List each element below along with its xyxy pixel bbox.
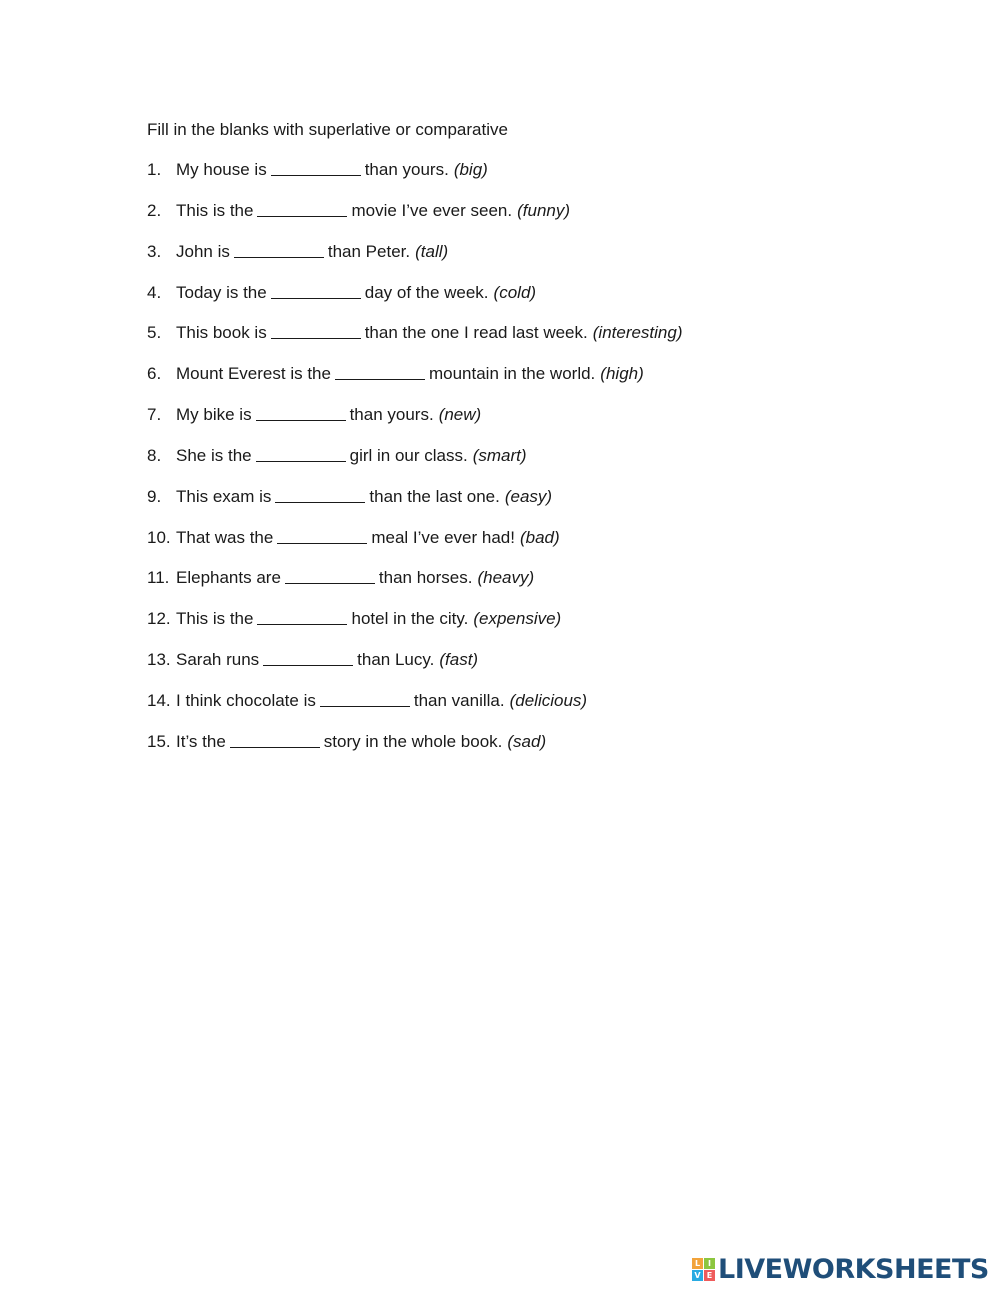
answer-blank[interactable] [320, 690, 410, 707]
answer-blank[interactable] [256, 445, 346, 462]
item-number: 14. [147, 690, 171, 710]
item-text-after: than horses. [378, 568, 473, 588]
item-number: 6. [147, 364, 162, 384]
item-text-after: movie I’ve ever seen. [351, 200, 513, 220]
answer-blank[interactable] [271, 282, 361, 299]
answer-blank[interactable] [230, 731, 320, 748]
item-text-before: This exam is [176, 486, 272, 506]
liveworksheets-logo [692, 1253, 989, 1285]
item-number: 13. [147, 650, 171, 670]
item-hint: (new) [438, 405, 482, 425]
item-number: 11. [147, 568, 170, 588]
item-text-after: hotel in the city. [351, 609, 469, 629]
answer-blank[interactable] [285, 567, 375, 584]
item-number: 10. [147, 527, 171, 547]
item-text-after: than the last one. [369, 486, 500, 506]
item-text-after: than Lucy. [357, 650, 435, 670]
answer-blank[interactable] [271, 322, 361, 339]
item-hint: (bad) [519, 527, 560, 547]
item-hint: (cold) [493, 282, 537, 302]
item-number: 9. [147, 486, 162, 506]
answer-blank[interactable] [271, 159, 361, 176]
logo-tile: I [704, 1258, 715, 1269]
item-number: 12. [147, 609, 171, 629]
logo-tile: V [692, 1270, 703, 1281]
logo-tile: E [704, 1270, 715, 1281]
answer-blank[interactable] [234, 241, 324, 258]
answer-blank[interactable] [256, 404, 346, 421]
logo-text: LIVEWORKSHEETS [718, 1253, 989, 1285]
exercise-item [147, 159, 683, 200]
logo-mark-icon [692, 1258, 715, 1281]
item-hint: (big) [453, 160, 488, 179]
item-text-before: Elephants are [176, 568, 281, 588]
item-text-before: That was the [176, 527, 274, 547]
answer-blank[interactable] [257, 608, 347, 625]
item-text-before: Sarah runs [176, 650, 260, 670]
exercise-item [147, 567, 683, 608]
item-number: 1. [147, 160, 162, 179]
exercise-item [147, 322, 683, 363]
item-number: 5. [147, 323, 162, 343]
item-text-before: This is the [176, 200, 254, 220]
exercise-item [147, 282, 683, 323]
item-text-before: I think chocolate is [176, 690, 316, 710]
item-text-after: mountain in the world. [428, 364, 596, 384]
exercise-list [147, 159, 683, 772]
item-number: 15. [147, 731, 171, 751]
instructions-text: Fill in the blanks with superlative or comparative [147, 120, 508, 139]
answer-blank[interactable] [263, 649, 353, 666]
logo-tile: L [692, 1258, 703, 1269]
item-text-before: Mount Everest is the [176, 364, 331, 384]
item-text-after: day of the week. [364, 282, 489, 302]
exercise-item [147, 200, 683, 241]
answer-blank[interactable] [277, 527, 367, 544]
item-text-after: story in the whole book. [323, 731, 503, 751]
item-text-before: My house is [176, 160, 267, 179]
item-hint: (heavy) [477, 568, 535, 588]
item-text-after: than vanilla. [413, 690, 505, 710]
exercise-item [147, 404, 683, 445]
item-number: 8. [147, 445, 162, 465]
item-text-after: than yours. [364, 160, 449, 179]
item-text-before: My bike is [176, 405, 252, 425]
item-text-after: girl in our class. [349, 445, 468, 465]
exercise-item [147, 363, 683, 404]
item-hint: (funny) [517, 200, 571, 220]
item-text-before: It’s the [176, 731, 226, 751]
item-text-after: meal I’ve ever had! [371, 527, 515, 547]
item-text-after: than Peter. [327, 241, 411, 261]
exercise-item [147, 731, 683, 772]
exercise-item [147, 690, 683, 731]
answer-blank[interactable] [275, 486, 365, 503]
item-hint: (delicious) [509, 690, 588, 710]
item-text-before: This is the [176, 609, 254, 629]
exercise-item [147, 486, 683, 527]
item-hint: (smart) [472, 445, 527, 465]
item-hint: (easy) [504, 486, 553, 506]
exercise-item [147, 241, 683, 282]
answer-blank[interactable] [257, 200, 347, 217]
exercise-item [147, 527, 683, 568]
item-number: 3. [147, 241, 162, 261]
item-text-before: John is [176, 241, 230, 261]
item-hint: (sad) [507, 731, 547, 751]
item-text-after: than yours. [349, 405, 434, 425]
item-text-before: She is the [176, 445, 252, 465]
item-hint: (fast) [439, 650, 479, 670]
item-number: 7. [147, 405, 162, 425]
item-text-after: than the one I read last week. [364, 323, 588, 343]
exercise-item [147, 649, 683, 690]
item-number: 2. [147, 200, 162, 220]
item-hint: (high) [600, 364, 644, 384]
item-hint: (tall) [415, 241, 449, 261]
item-text-before: This book is [176, 323, 267, 343]
exercise-item [147, 608, 683, 649]
exercise-item [147, 445, 683, 486]
item-number: 4. [147, 282, 162, 302]
item-hint: (expensive) [473, 609, 562, 629]
answer-blank[interactable] [335, 363, 425, 380]
item-hint: (interesting) [592, 323, 683, 343]
item-text-before: Today is the [176, 282, 267, 302]
